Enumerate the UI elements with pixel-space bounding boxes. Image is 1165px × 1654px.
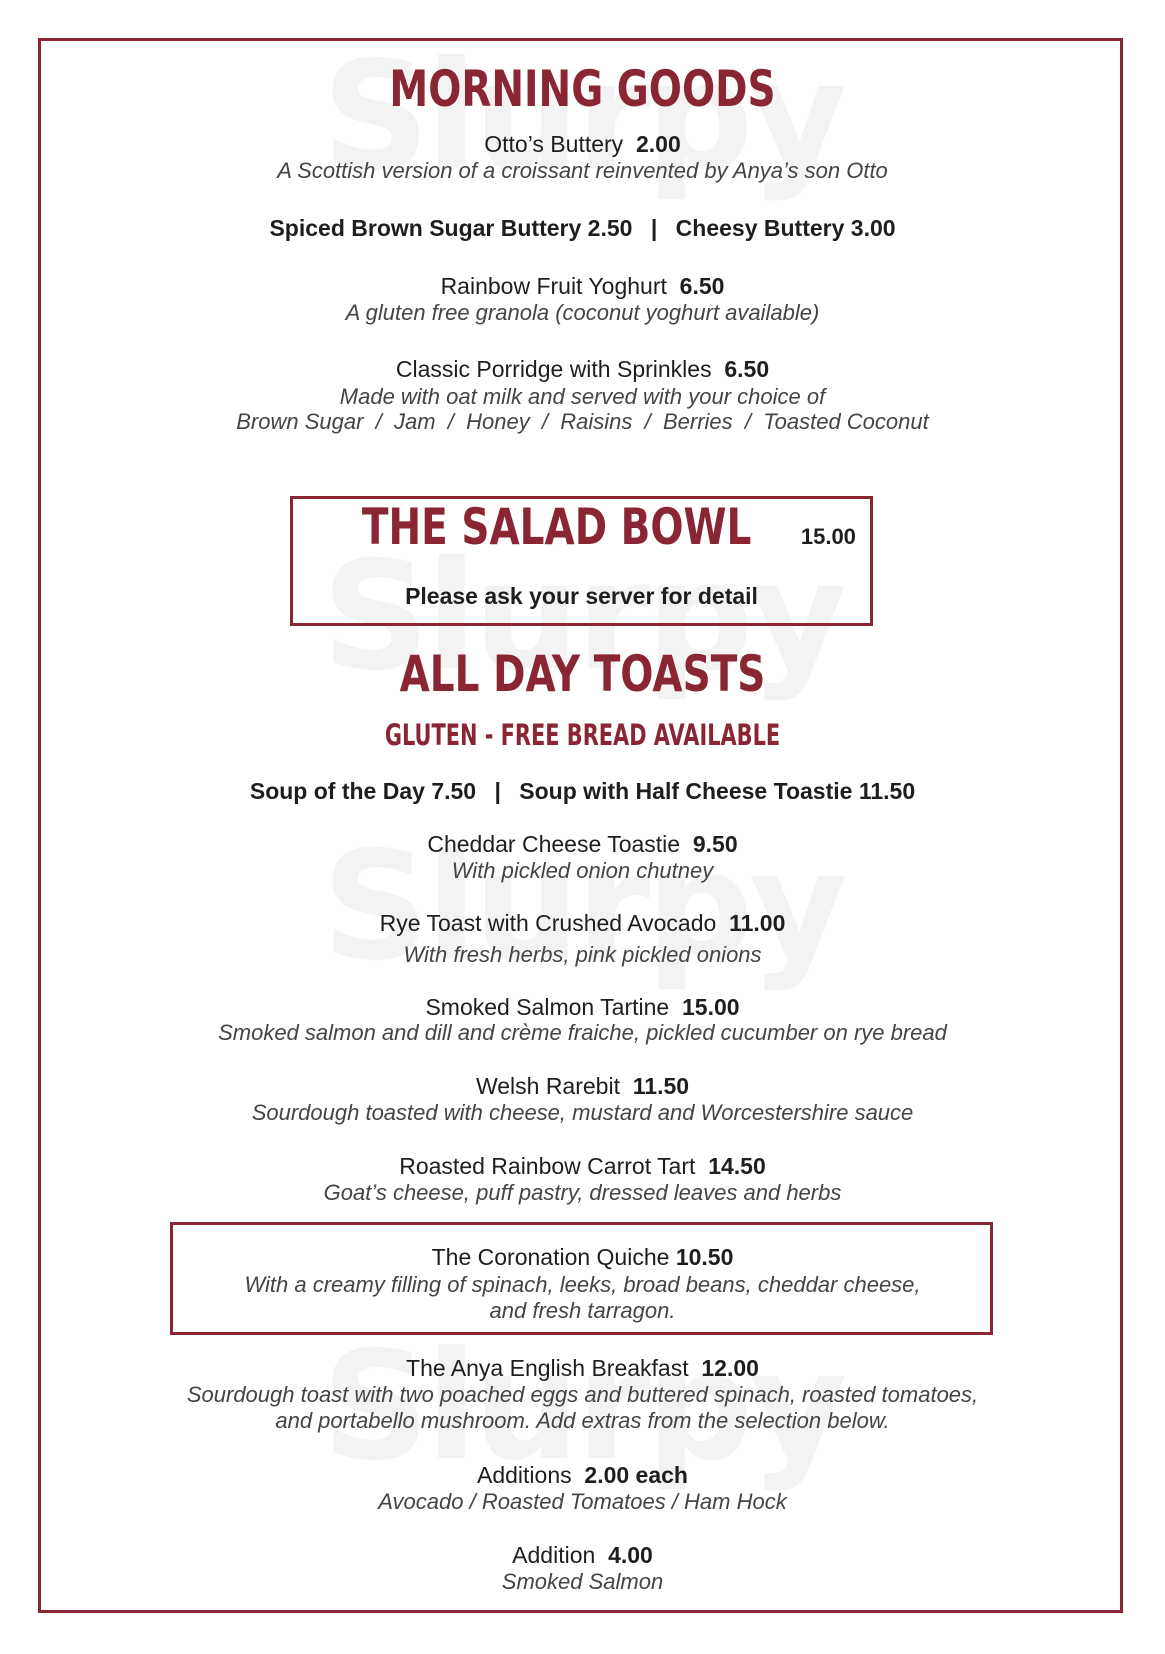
item-description: and fresh tarragon. xyxy=(489,1298,676,1323)
item-name: Otto’s Buttery xyxy=(484,131,624,157)
item-price: 6.50 xyxy=(724,356,770,382)
item-price: 15.00 xyxy=(681,994,740,1020)
item-description: A gluten free granola (coconut yoghurt available) xyxy=(345,300,820,325)
item-name: Classic Porridge with Sprinkles xyxy=(395,356,712,382)
separator: | xyxy=(494,778,501,804)
menu-item xyxy=(0,356,1165,383)
item-name: Rainbow Fruit Yoghurt xyxy=(440,273,667,299)
item-price: 4.00 xyxy=(608,1542,653,1568)
item-name: Roasted Rainbow Carrot Tart xyxy=(399,1153,696,1179)
item-price: 3.00 xyxy=(850,215,896,241)
item-price: 2.50 xyxy=(587,215,633,241)
item-name: Cheesy Buttery xyxy=(675,215,845,241)
salad-bowl-heading: THE SALAD BOWL xyxy=(362,498,752,556)
salad-bowl-note: Please ask your server for detail xyxy=(405,583,758,609)
item-description: With a creamy filling of spinach, leeks, broad beans, cheddar cheese, xyxy=(244,1272,921,1297)
item-name: Cheddar Cheese Toastie xyxy=(427,831,681,857)
all-day-toasts-heading: ALL DAY TOASTS xyxy=(399,645,766,703)
item-name: Addition xyxy=(512,1542,596,1568)
item-price: 6.50 xyxy=(679,273,725,299)
item-price: 14.50 xyxy=(708,1153,766,1179)
item-description: and portabello mushroom. Add extras from the selection below. xyxy=(275,1408,890,1433)
item-name: Additions xyxy=(477,1462,572,1488)
item-name: Soup with Half Cheese Toastie xyxy=(519,778,853,804)
menu-item xyxy=(0,1073,1165,1100)
salad-bowl-title-row xyxy=(290,498,873,556)
menu-item xyxy=(0,994,1165,1021)
item-description: Goat’s cheese, puff pastry, dressed leaves and herbs xyxy=(323,1180,842,1205)
menu-item xyxy=(0,910,1165,937)
menu-item xyxy=(0,131,1165,158)
item-description: Sourdough toasted with cheese, mustard and Worcestershire sauce xyxy=(251,1100,914,1125)
item-description: Avocado / Roasted Tomatoes / Ham Hock xyxy=(378,1489,787,1514)
item-price: 12.00 xyxy=(701,1355,759,1381)
menu-item xyxy=(0,778,1165,805)
item-description: With fresh herbs, pink pickled onions xyxy=(403,942,762,967)
item-description: Smoked Salmon xyxy=(501,1569,664,1594)
menu-item xyxy=(0,1153,1165,1180)
item-name: The Coronation Quiche xyxy=(431,1244,670,1270)
salad-bowl-price: 15.00 xyxy=(800,524,856,549)
item-name: Spiced Brown Sugar Buttery xyxy=(269,215,582,241)
separator: | xyxy=(650,215,658,241)
morning-goods-heading: MORNING GOODS xyxy=(389,60,776,118)
item-options: Brown Sugar / Jam / Honey / Raisins / Berries / Toasted Coconut xyxy=(236,409,929,434)
item-price: 11.50 xyxy=(632,1073,690,1099)
item-name: Soup of the Day xyxy=(249,778,425,804)
menu-item xyxy=(0,1462,1165,1489)
item-price: 2.00 xyxy=(635,131,681,157)
item-price: 2.00 each xyxy=(584,1462,688,1488)
item-price: 7.50 xyxy=(431,778,477,804)
item-description: Made with oat milk and served with your choice of xyxy=(339,384,826,409)
gluten-free-subheading: GLUTEN - FREE BREAD AVAILABLE xyxy=(384,718,781,752)
item-description: Sourdough toast with two poached eggs and buttered spinach, roasted tomatoes, xyxy=(186,1382,979,1407)
item-description: A Scottish version of a croissant reinvented by Anya’s son Otto xyxy=(277,158,888,183)
item-name: Welsh Rarebit xyxy=(475,1073,620,1099)
item-description: Smoked salmon and dill and crème fraiche, pickled cucumber on rye bread xyxy=(218,1020,947,1045)
item-name: Smoked Salmon Tartine xyxy=(425,994,670,1020)
item-price: 9.50 xyxy=(692,831,738,857)
menu-item xyxy=(0,1244,1165,1271)
item-name: The Anya English Breakfast xyxy=(406,1355,689,1381)
menu-item xyxy=(0,1355,1165,1382)
menu-item xyxy=(0,831,1165,858)
item-name: Rye Toast with Crushed Avocado xyxy=(379,910,717,936)
item-price: 11.00 xyxy=(729,910,786,936)
menu-item xyxy=(0,215,1165,242)
item-price: 11.50 xyxy=(858,778,916,804)
item-description: With pickled onion chutney xyxy=(451,858,714,883)
menu-item xyxy=(0,273,1165,300)
menu-item xyxy=(0,1542,1165,1569)
item-price: 10.50 xyxy=(675,1244,734,1270)
